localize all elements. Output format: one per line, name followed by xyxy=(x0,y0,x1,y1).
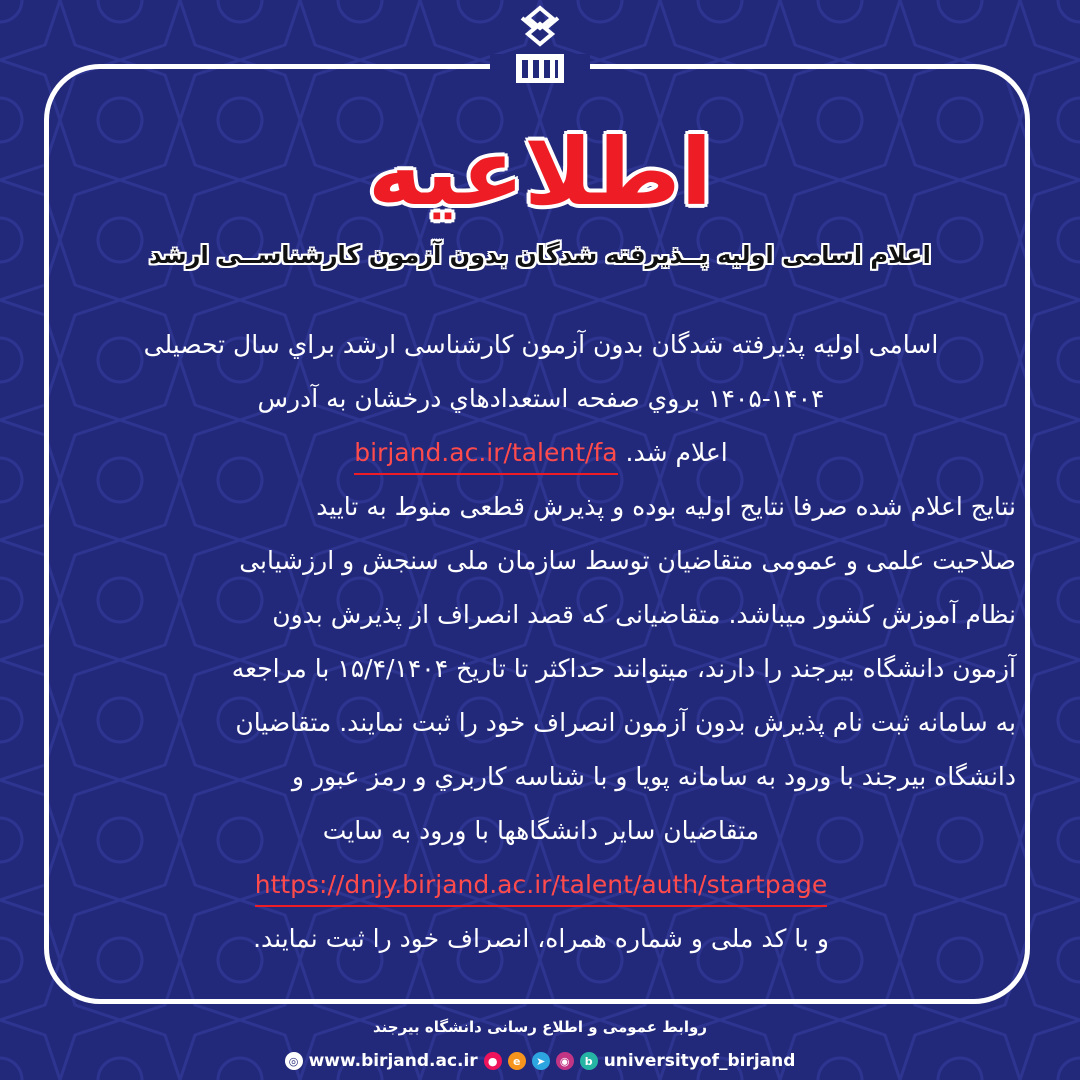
university-logo-icon xyxy=(506,4,574,88)
announcement-body xyxy=(66,318,1016,966)
eitaa-icon[interactable]: e xyxy=(508,1052,526,1070)
website-link[interactable]: www.birjand.ac.ir xyxy=(308,1051,478,1071)
body-line: به سامانه ثبت نام پذیرش بدون آزمون انصراف خود را ثبت نمایند. متقاضیان xyxy=(235,708,1016,737)
body-line: نتایج اعلام شده صرفا نتایج اولیه بوده و پذیرش قطعی منوط به تایید xyxy=(316,492,1016,521)
body-line xyxy=(66,426,1016,480)
body-line: اسامی اولیه پذیرفته شدگان بدون آزمون کارشناسی ارشد براي سال تحصیلی xyxy=(143,330,939,359)
body-line: ۱۴۰۵-۱۴۰۴ بروي صفحه استعدادهاي درخشان به آدرس xyxy=(257,384,825,413)
body-line: نظام آموزش کشور میباشد. متقاضیانی که قصد انصراف از پذیرش بدون xyxy=(272,600,1016,629)
body-line: آزمون دانشگاه بیرجند را دارند، میتوانند حداکثر تا تاریخ ۱۵/۴/۱۴۰۴ با مراجعه xyxy=(231,654,1016,683)
telegram-icon[interactable]: ➤ xyxy=(532,1052,550,1070)
social-handle[interactable]: universityof_birjand xyxy=(603,1051,796,1071)
body-line: متقاضیان سایر دانشگاهها با ورود به سایت xyxy=(322,816,760,845)
footer-office: روابط عمومی و اطلاع رسانی دانشگاه بیرجند xyxy=(373,1018,707,1036)
body-line: دانشگاه بیرجند با ورود به سامانه پویا و با شناسه کاربري و رمز عبور و xyxy=(291,762,1016,791)
talent-page-link[interactable]: birjand.ac.ir/talent/fa xyxy=(354,433,617,475)
body-line-suffix: اعلام شد. xyxy=(625,438,728,467)
instagram-icon[interactable]: ◉ xyxy=(556,1052,574,1070)
body-line: و با کد ملی و شماره همراه، انصراف خود را ثبت نمایند. xyxy=(253,924,829,953)
subtitle: اعلام اسامی اولیه پــذیرفته شدگان بدون آزمون کارشناســی ارشد xyxy=(149,241,931,269)
withdrawal-system-link[interactable]: https://dnjy.birjand.ac.ir/talent/auth/startpage xyxy=(255,865,828,907)
bale-icon[interactable]: b xyxy=(580,1052,598,1070)
globe-icon[interactable]: ◎ xyxy=(285,1052,303,1070)
footer-bar xyxy=(0,1047,1080,1075)
body-line: صلاحیت علمی و عمومی متقاضیان توسط سازمان ملی سنجش و ارزشیابی xyxy=(239,546,1016,575)
page-title: اطلاعیه xyxy=(367,119,713,226)
body-line xyxy=(66,858,1016,912)
aparat-icon[interactable]: ● xyxy=(484,1052,502,1070)
